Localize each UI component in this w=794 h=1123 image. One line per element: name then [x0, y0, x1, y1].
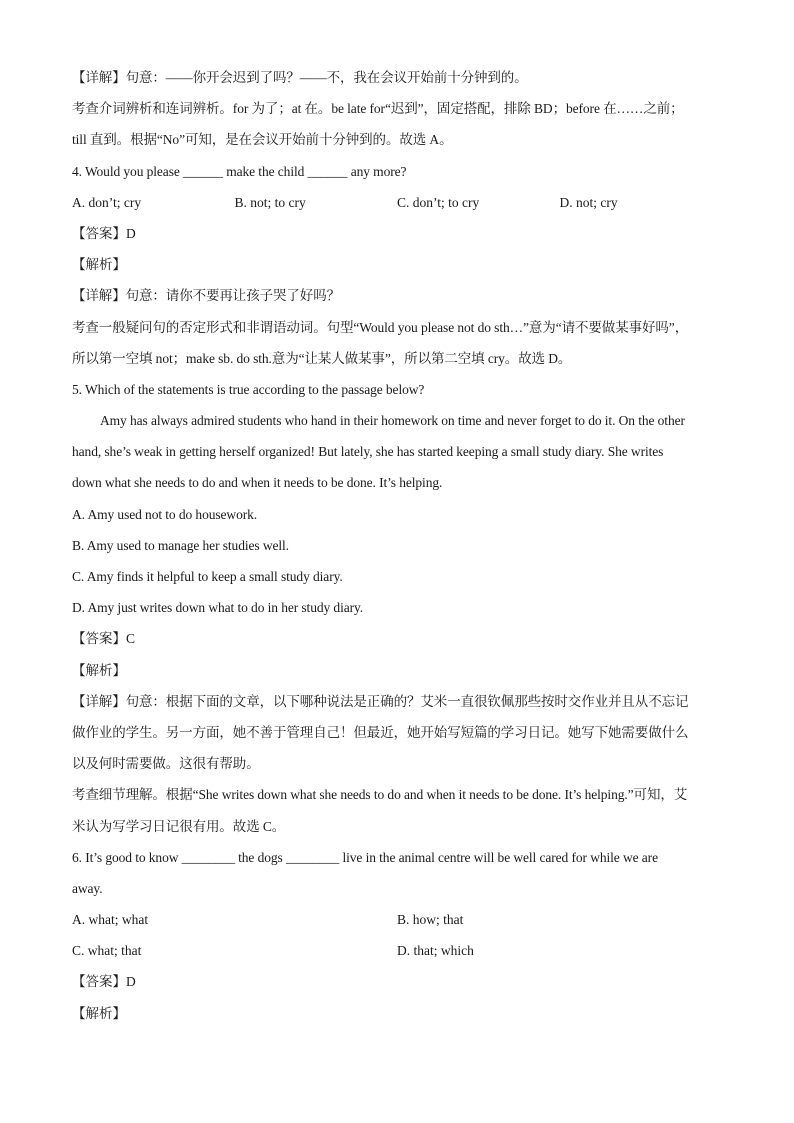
q5-question: 5. Which of the statements is true according to the passage below?: [72, 381, 425, 397]
q5-answer: 【答案】C: [72, 631, 136, 647]
q5-explanation-line-1: 考查细节理解。根据“She writes down what she needs to do and when it needs to be done. It’s helping.”可知，艾: [72, 787, 688, 803]
q5-detail-line-1: 【详解】句意：根据下面的文章，以下哪种说法是正确的？艾米一直很钦佩那些按时交作业并且从不忘记: [72, 693, 689, 709]
q5-passage-line-1: Amy has always admired students who hand in their homework on time and never forget to do it. On the other: [100, 413, 685, 429]
q4-option-d: D. not; cry: [559, 194, 618, 210]
q6-question-line-1: 6. It’s good to know ________ the dogs ________ live in the animal centre will be well cared for while we are: [72, 849, 658, 865]
q4-answer: 【答案】D: [72, 225, 136, 241]
q6-analysis-label: 【解析】: [72, 1005, 126, 1021]
q5-option-a: A. Amy used not to do housework.: [72, 506, 258, 522]
q6-option-c: C. what; that: [72, 943, 142, 959]
q5-option-d: D. Amy just writes down what to do in her study diary.: [72, 600, 364, 616]
q4-question: 4. Would you please ______ make the child ______ any more?: [72, 163, 407, 179]
q5-detail-line-2: 做作业的学生。另一方面，她不善于管理自己！但最近，她开始写短篇的学习日记。她写下她需要做什么: [72, 724, 689, 740]
q5-passage-line-2: hand, she’s weak in getting herself organized! But lately, she has started keeping a small study diary. She writes: [72, 444, 664, 460]
q4-explanation-line-1: 考查一般疑问句的否定形式和非谓语动词。句型“Would you please not do sth…”意为“请不要做某事好吗”，: [72, 319, 689, 335]
q6-option-b: B. how; that: [397, 912, 464, 928]
q4-analysis-label: 【解析】: [72, 257, 126, 273]
q5-analysis-label: 【解析】: [72, 662, 126, 678]
q6-options-row-2: [72, 935, 722, 966]
q3-explanation-line-2: till 直到。根据“No”可知，是在会议开始前十分钟到的。故选 A。: [72, 132, 453, 148]
q4-option-c: C. don’t; to cry: [397, 194, 480, 210]
q4-detail: 【详解】句意：请你不要再让孩子哭了好吗？: [72, 288, 340, 304]
q4-options: [72, 187, 722, 218]
q6-option-d: D. that; which: [397, 943, 474, 959]
q5-option-c: C. Amy finds it helpful to keep a small study diary.: [72, 569, 343, 584]
q4-explanation-line-2: 所以第一空填 not；make sb. do sth.意为“让某人做某事”，所以第二空填 cry。故选 D。: [72, 350, 572, 366]
q5-passage-line-3: down what she needs to do and when it needs to be done. It’s helping.: [72, 475, 443, 491]
q6-question-line-2: away.: [72, 880, 103, 896]
q4-option-a: A. don’t; cry: [72, 194, 142, 210]
document-page: [72, 62, 722, 1029]
q5-detail-line-3: 以及何时需要做。这很有帮助。: [72, 756, 260, 772]
q6-answer: 【答案】D: [72, 974, 136, 990]
q6-options-row-1: [72, 904, 722, 935]
q6-option-a: A. what; what: [72, 912, 149, 928]
q3-explanation-line-1: 考查介词辨析和连词辨析。for 为了；at 在。be late for“迟到”，固定搭配，排除 BD；before 在……之前；: [72, 101, 684, 117]
q5-explanation-line-2: 米认为写学习日记很有用。故选 C。: [72, 818, 286, 834]
q4-option-b: B. not; to cry: [234, 194, 306, 210]
q3-detail: 【详解】句意：——你开会迟到了吗？——不，我在会议开始前十分钟到的。: [72, 70, 528, 85]
q5-option-b: B. Amy used to manage her studies well.: [72, 537, 289, 553]
